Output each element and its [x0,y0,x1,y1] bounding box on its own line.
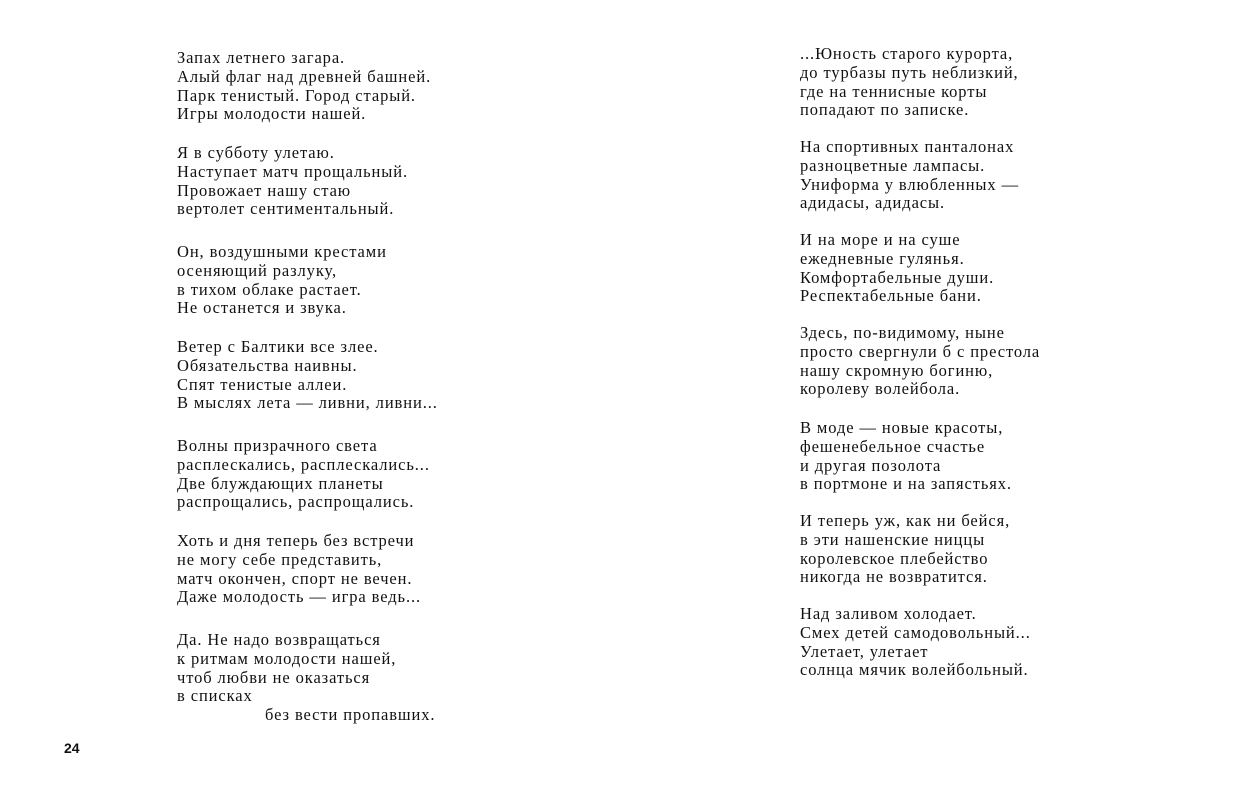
verse-line: где на теннисные корты [800,81,988,101]
right-page [625,0,1250,800]
page-number: 24 [64,740,80,756]
right-stanza-5 [800,419,1012,494]
left-stanza-5 [177,437,430,512]
verse-line: адидасы, адидасы. [800,193,946,213]
verse-line: Комфортабельные души. [800,267,995,287]
verse-line-indented: без вести пропавших. [265,705,436,725]
verse-line: Я в субботу улетаю. [177,143,335,162]
verse-line: Игры молодости нашей. [177,104,367,124]
left-stanza-3 [177,243,387,318]
verse-line: Даже молодость — игра ведь... [177,587,422,607]
verse-line: никогда не возвратится. [800,567,988,587]
verse-line: разноцветные лампасы. [800,155,986,175]
verse-line: Униформа у влюбленных — [800,174,1019,194]
verse-line: к ритмам молодости нашей, [177,648,397,668]
left-stanza-6 [177,532,421,607]
verse-line: Над заливом холодает. [800,604,977,623]
left-stanza-7 [177,631,435,725]
left-stanza-2 [177,144,408,219]
verse-line: просто свергнули б с престола [800,341,1041,361]
verse-line: Он, воздушными крестами [177,242,387,261]
verse-line: попадают по записке. [800,100,970,120]
verse-line: вертолет сентиментальный. [177,199,395,219]
right-stanza-6 [800,512,1010,587]
verse-line: матч окончен, спорт не вечен. [177,568,413,588]
verse-line: и другая позолота [800,455,942,475]
verse-line: Волны призрачного света [177,436,378,455]
verse-line: Хоть и дня теперь без встречи [177,531,415,550]
verse-line: Ветер с Балтики все злее. [177,337,379,356]
verse-line: в тихом облаке растает. [177,279,362,299]
verse-line: ежедневные гулянья. [800,248,965,268]
verse-line: ...Юность старого курорта, [800,44,1014,63]
verse-line: чтоб любви не оказаться [177,667,371,687]
verse-line: королевское плебейство [800,548,989,568]
verse-line: нашу скромную богиню, [800,360,994,380]
verse-line: И теперь уж, как ни бейся, [800,511,1011,530]
left-stanza-1 [177,49,431,124]
verse-line: королеву волейбола. [800,379,961,399]
right-stanza-2 [800,138,1019,213]
verse-line: В моде — новые красоты, [800,418,1004,437]
verse-line: расплескались, расплескались... [177,454,430,474]
verse-line: Две блуждающих планеты [177,473,384,493]
verse-line: Провожает нашу стаю [177,180,352,200]
verse-line: фешенебельное счастье [800,436,986,456]
verse-line: распрощались, распрощались. [177,492,415,512]
verse-line: Алый флаг над древней башней. [177,66,432,86]
verse-line: в портмоне и на запястьях. [800,474,1012,494]
verse-line: Не останется и звука. [177,298,347,318]
verse-line: На спортивных панталонах [800,137,1015,156]
verse-line: в списках [177,686,253,706]
right-stanza-4 [800,324,1040,399]
verse-line: Улетает, улетает [800,641,929,661]
right-stanza-1 [800,45,1019,120]
verse-line: В мыслях лета — ливни, ливни... [177,393,438,413]
left-stanza-4 [177,338,438,413]
verse-line: Здесь, по-видимому, ныне [800,323,1005,342]
verse-line: Парк тенистый. Город старый. [177,85,416,105]
verse-line: И на море и на суше [800,230,961,249]
verse-line: не могу себе представить, [177,549,383,569]
right-stanza-7 [800,605,1031,680]
verse-line: солнца мячик волейбольный. [800,660,1029,680]
verse-line: до турбазы путь неблизкий, [800,62,1019,82]
verse-line: Запах летнего загара. [177,48,346,67]
verse-line: Респектабельные бани. [800,286,982,306]
verse-line: Спят тенистые аллеи. [177,374,348,394]
verse-line: осеняющий разлуку, [177,260,338,280]
right-stanza-3 [800,231,994,306]
verse-line: Наступает матч прощальный. [177,161,409,181]
verse-line: Да. Не надо возвращаться [177,630,381,649]
verse-line: Смех детей самодовольный... [800,622,1031,642]
verse-line: в эти нашенские ниццы [800,529,986,549]
verse-line: Обязательства наивны. [177,355,358,375]
